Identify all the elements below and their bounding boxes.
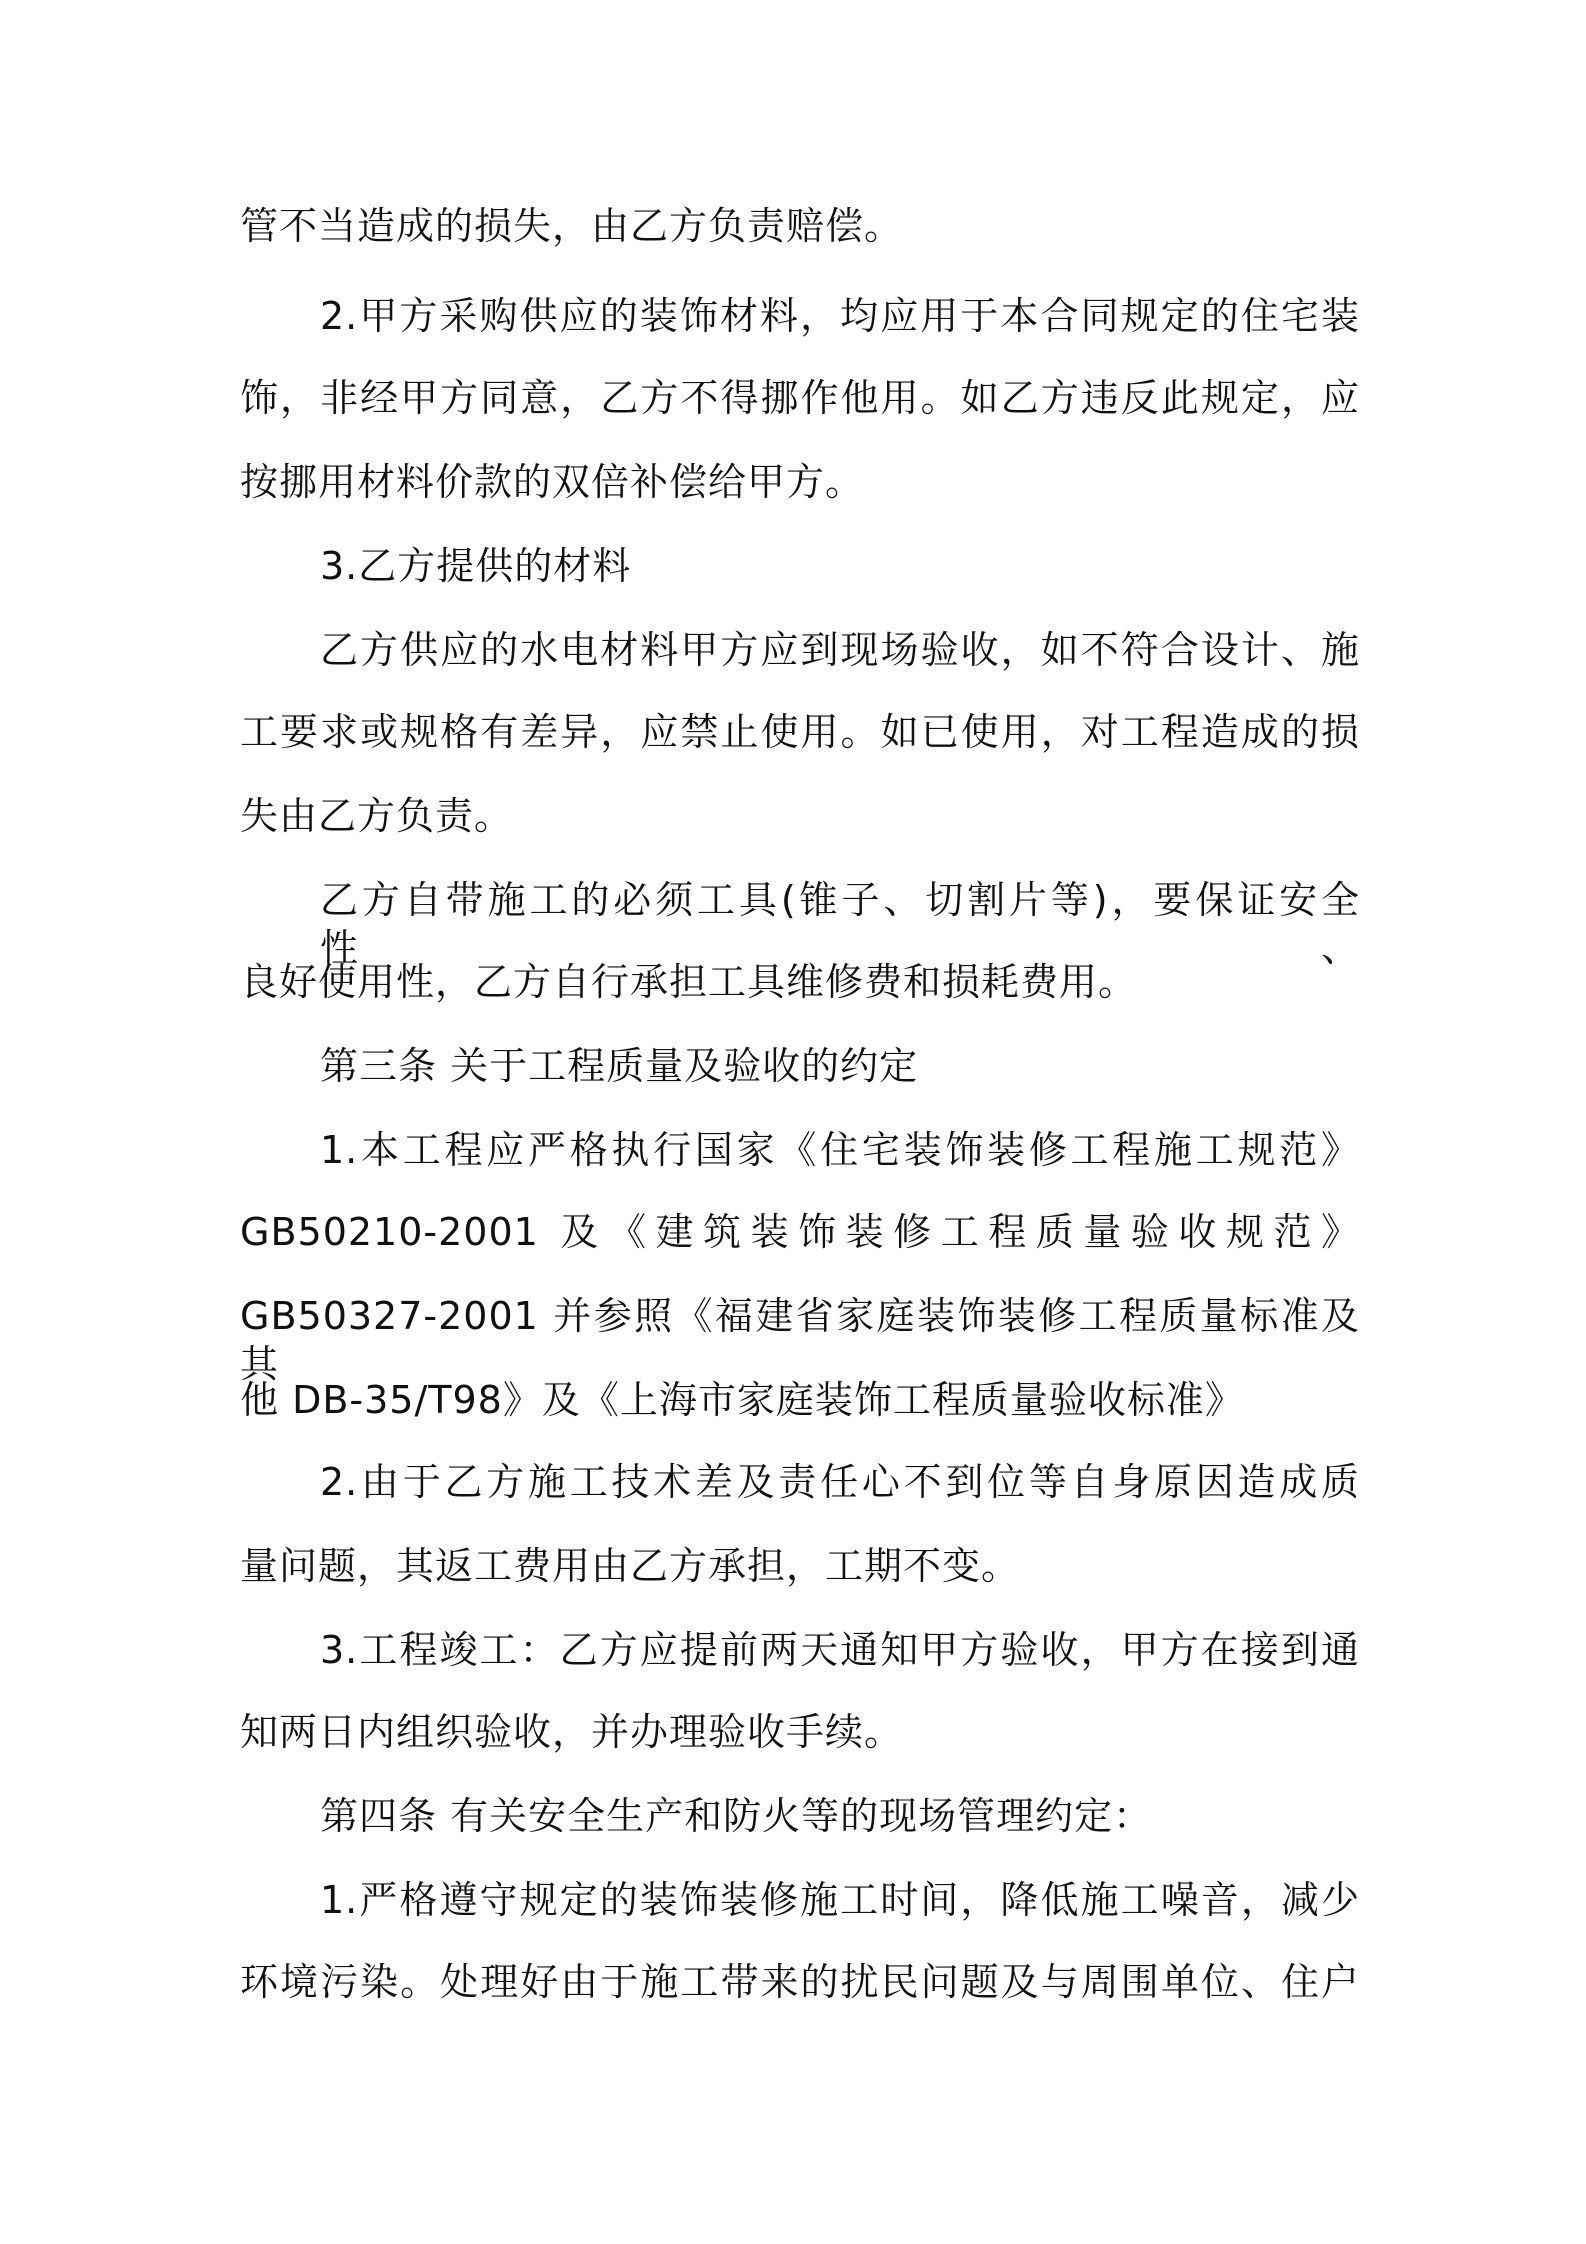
section-heading: 第三条 关于工程质量及验收的约定	[320, 1044, 919, 1088]
text-line: 饰，非经甲方同意，乙方不得挪作他用。如乙方违反此规定，应	[240, 376, 1360, 420]
text-line: 良好使用性，乙方自行承担工具维修费和损耗费用。	[240, 960, 1138, 1004]
text-line: 乙方自带施工的必须工具(锥子、切割片等)，要保证安全性、	[320, 878, 1360, 970]
text-line: 失由乙方负责。	[240, 794, 514, 838]
section-heading: 第四条 有关安全生产和防火等的现场管理约定：	[320, 1794, 1153, 1838]
text-line: 环境污染。处理好由于施工带来的扰民问题及与周围单位、住户	[240, 1960, 1360, 2004]
text-line: 2.由于乙方施工技术差及责任心不到位等自身原因造成质	[320, 1460, 1360, 1504]
text-line: 按挪用材料价款的双倍补偿给甲方。	[240, 460, 865, 504]
text-line: 1.本工程应严格执行国家《住宅装饰装修工程施工规范》	[320, 1128, 1360, 1172]
text-line: 2.甲方采购供应的装饰材料，均应用于本合同规定的住宅装	[320, 294, 1360, 338]
text-line: 知两日内组织验收，并办理验收手续。	[240, 1710, 904, 1754]
text-line: 他 DB-35/T98》及《上海市家庭装饰工程质量验收标准》	[240, 1378, 1244, 1422]
text-line: 3.乙方提供的材料	[320, 544, 632, 588]
text-line: GB50327-2001 并参照《福建省家庭装饰装修工程质量标准及其	[240, 1294, 1360, 1386]
text-line: 量问题，其返工费用由乙方承担，工期不变。	[240, 1544, 1021, 1588]
text-line: 1.严格遵守规定的装饰装修施工时间，降低施工噪音，减少	[320, 1878, 1360, 1922]
text-line: GB50210-2001 及《建筑装饰装修工程质量验收规范》	[240, 1210, 1360, 1254]
text-line: 3.工程竣工：乙方应提前两天通知甲方验收，甲方在接到通	[320, 1628, 1360, 1672]
text-line: 乙方供应的水电材料甲方应到现场验收，如不符合设计、施	[320, 628, 1360, 672]
text-line: 管不当造成的损失，由乙方负责赔偿。	[240, 204, 904, 248]
text-line: 工要求或规格有差异，应禁止使用。如已使用，对工程造成的损	[240, 710, 1360, 754]
